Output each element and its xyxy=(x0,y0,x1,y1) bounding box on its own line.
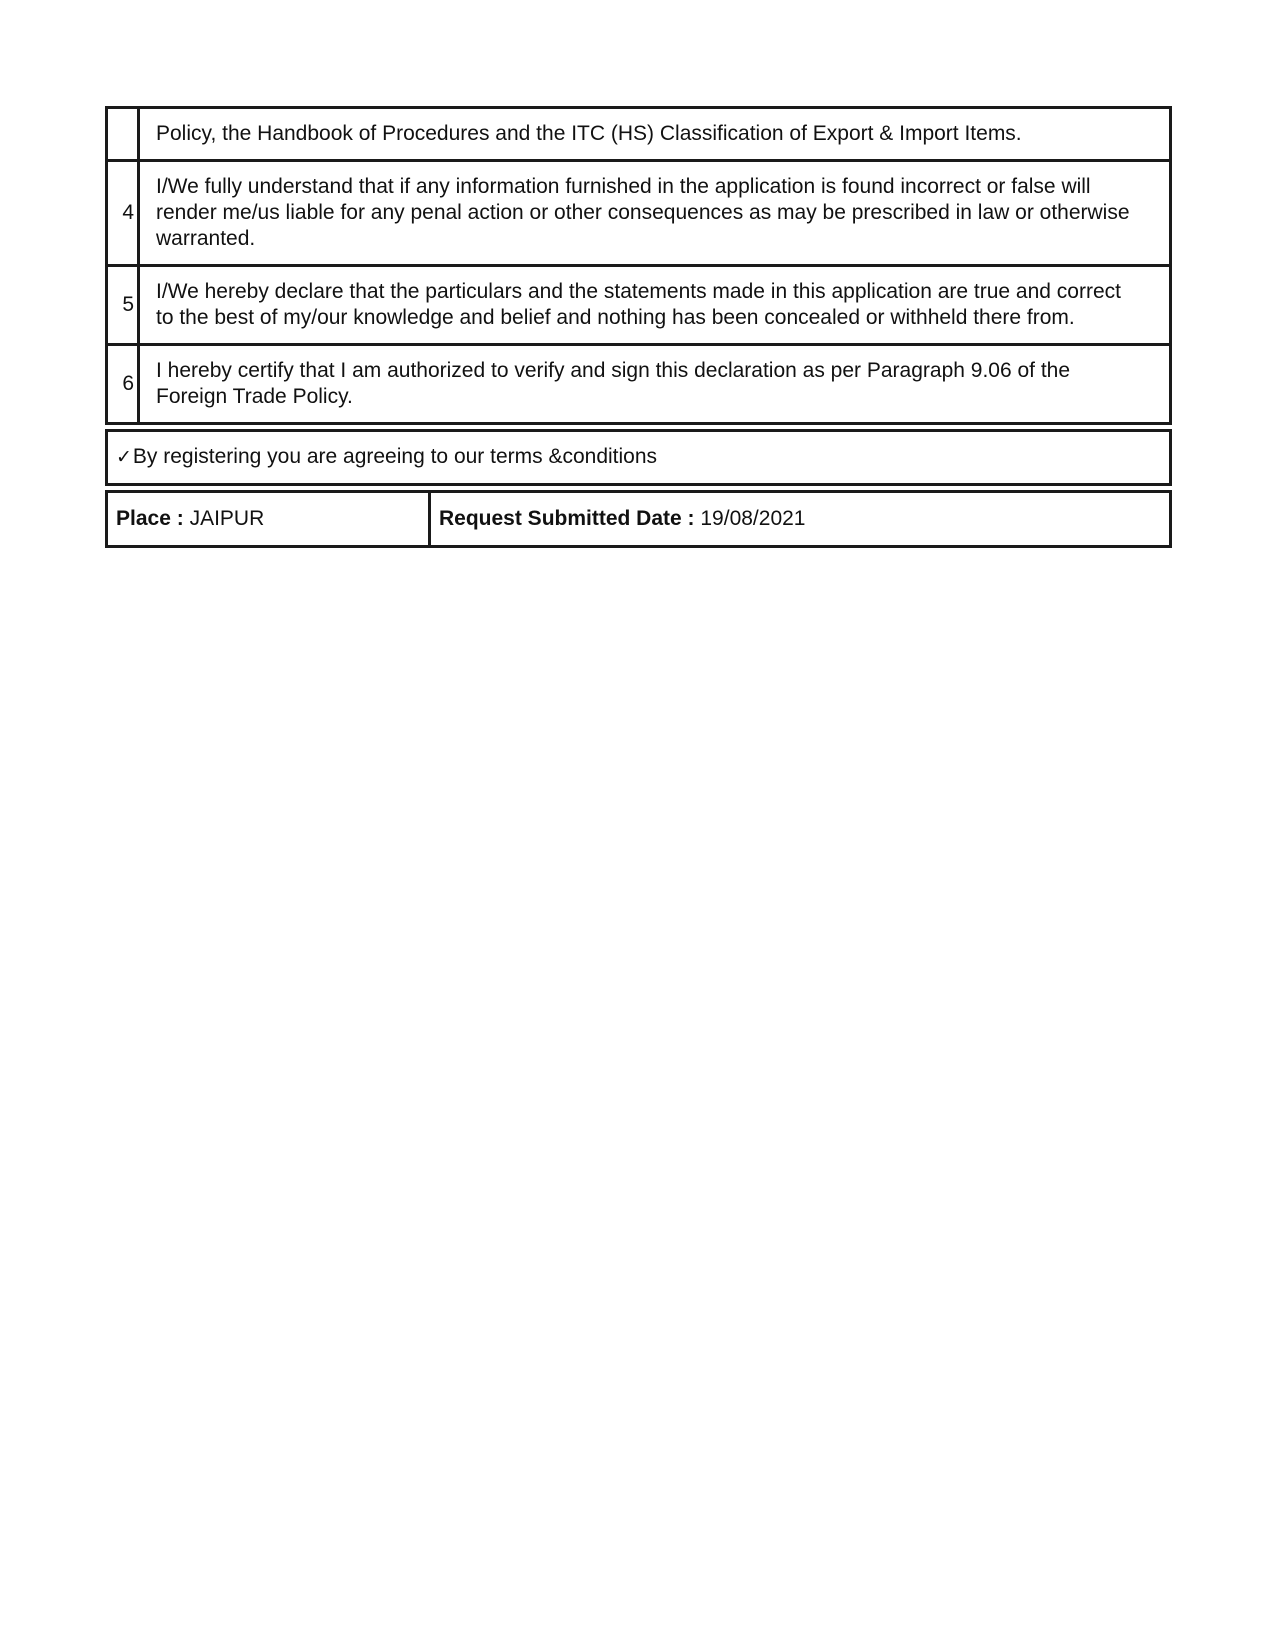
declaration-row xyxy=(107,161,1171,266)
declaration-row xyxy=(107,345,1171,424)
declaration-number: 6 xyxy=(107,345,139,424)
declaration-text: Policy, the Handbook of Procedures and the ITC (HS) Classification of Export & Import Items. xyxy=(139,108,1171,161)
declaration-text: I/We hereby declare that the particulars and the statements made in this application are true and correct to the best of my/our knowledge and belief and nothing has been concealed or withheld there from. xyxy=(139,266,1171,345)
declaration-text: I hereby certify that I am authorized to verify and sign this declaration as per Paragraph 9.06 of the Foreign Trade Policy. xyxy=(139,345,1171,424)
date-label: Request Submitted Date : xyxy=(439,507,695,530)
date-cell xyxy=(430,492,1171,547)
place-value: JAIPUR xyxy=(189,507,265,530)
submission-footer xyxy=(105,490,1172,548)
declaration-number xyxy=(107,108,139,161)
declaration-number: 4 xyxy=(107,161,139,266)
declaration-row xyxy=(107,108,1171,161)
place-cell xyxy=(107,492,430,547)
checkmark-icon: ✓ xyxy=(116,447,132,468)
declaration-text: I/We fully understand that if any information furnished in the application is found incorrect or false will render me/us liable for any penal action or other consequences as may be prescribed in law or otherwise warranted. xyxy=(139,161,1171,266)
declaration-table xyxy=(105,106,1172,425)
declaration-number: 5 xyxy=(107,266,139,345)
declaration-row xyxy=(107,266,1171,345)
terms-agreement xyxy=(105,429,1172,486)
declaration-document xyxy=(105,106,1172,548)
terms-text: By registering you are agreeing to our terms &conditions xyxy=(132,445,658,468)
place-label: Place : xyxy=(116,507,184,530)
date-value: 19/08/2021 xyxy=(700,507,806,530)
